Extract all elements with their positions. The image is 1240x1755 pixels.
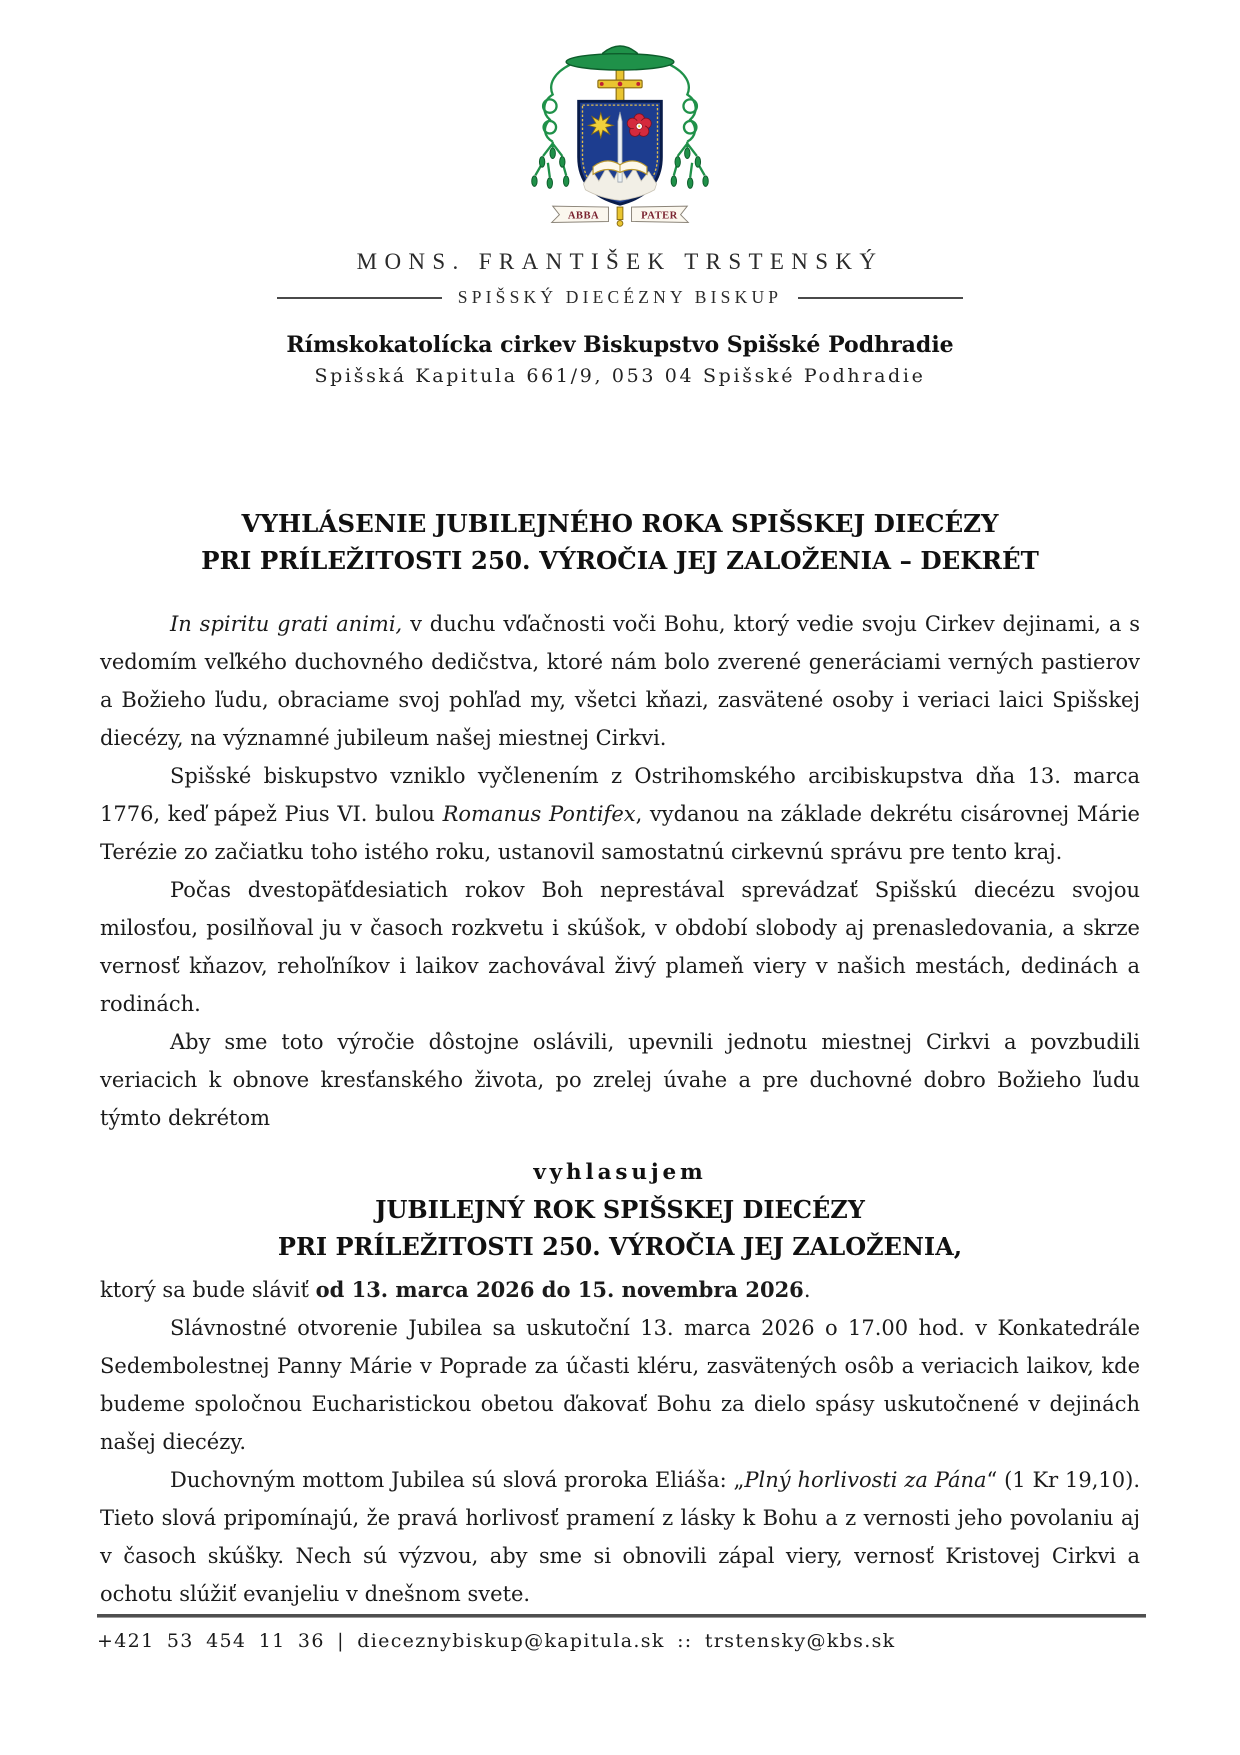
motto-banner: [552, 206, 689, 226]
proclamation-title-line-1: JUBILEJNÝ ROK SPIŠSKEJ DIECÉZY: [375, 1195, 865, 1224]
bishop-name: MONS. FRANTIŠEK TRSTENSKÝ: [356, 249, 884, 274]
star-icon: [588, 113, 613, 138]
letterhead: [0, 0, 1240, 387]
latin-phrase: In spiritu grati animi,: [170, 612, 403, 636]
page-footer: [97, 1614, 1146, 1652]
paragraph-opening: Slávnostné otvorenie Jubilea sa uskutoční 13. marca 2026 o 17.00 hod. v Konkatedrále Sedembolestnej Panny Márie v Poprade za účasti kléru, zasvätených osôb a veriacich laikov, kde budeme spoločnou Eucharistickou obetou ďakovať Bohu za dielo spásy uskutočnené v dejinách našej diecézy.: [100, 1316, 1140, 1454]
jubilee-motto-quote: Plný horlivosti za Pána: [744, 1468, 987, 1492]
body-text: [100, 605, 1140, 1613]
jubilee-dates: od 13. marca 2026 do 15. novembra 2026: [315, 1277, 804, 1302]
proclamation-block: [100, 1155, 1140, 1265]
organization-name: Rímskokatolícka cirkev Biskupstvo Spišské Podhradie: [286, 332, 954, 358]
right-rule: [798, 297, 963, 299]
contact-info: +421 53 454 11 36 | dieceznybiskup@kapitula.sk :: trstensky@kbs.sk: [97, 1630, 896, 1652]
document-title: [100, 505, 1140, 579]
heraldic-shield: [579, 101, 662, 204]
bishop-coat-of-arms-icon: [495, 30, 745, 237]
motto-abba: ABBA: [567, 210, 600, 222]
coat-of-arms-svg: [495, 30, 745, 237]
paragraph-motto: Duchovným mottom Jubilea sú slová proroka Eliáša: „Plný horlivosti za Pána“ (1 Kr 19,10). Tieto slová pripomínajú, že pravá horlivosť pramení z lásky k Bohu a z vernosti jeho povolaniu aj v časoch skúšky. Nech sú výzvou, aby sme si obnovili zápal viery, vernosť Kristovej Cirkvi a ochotu slúžiť evanjeliu v dnešnom svete.: [100, 1468, 1140, 1606]
proclamation-verb: vyhlasujem: [533, 1160, 707, 1185]
document-body: [100, 505, 1140, 1613]
bishop-title-row: [0, 287, 1240, 308]
paragraph-purpose: Aby sme toto výročie dôstojne oslávili, upevnili jednotu miestnej Cirkvi a povzbudili veriacich k obnove kresťanského života, po zrelej úvahe a pre duchovné dobro Božieho ľudu týmto dekrétom: [100, 1030, 1140, 1130]
motto-pater: PATER: [641, 210, 678, 222]
galero-cord-right: [670, 65, 708, 189]
galero-cord-left: [532, 65, 570, 189]
proclamation-title-line-2: PRI PRÍLEŽITOSTI 250. VÝROČIA JEJ ZALOŽENIA,: [277, 1232, 963, 1261]
paragraph-duration: ktorý sa bude sláviť od 13. marca 2026 do 15. novembra 2026.: [100, 1277, 811, 1302]
document-title-line-2: PRI PRÍLEŽITOSTI 250. VÝROČIA JEJ ZALOŽENIA – DEKRÉT: [201, 546, 1039, 575]
galero-hat-icon: [566, 46, 674, 70]
sword-hilt-icon: [617, 207, 623, 220]
papal-bull-name: Romanus Pontifex: [442, 802, 636, 826]
document-title-line-1: VYHLÁSENIE JUBILEJNÉHO ROKA SPIŠSKEJ DIECÉZY: [241, 509, 999, 538]
paragraph-providence: Počas dvestopäťdesiatich rokov Boh neprestával sprevádzať Spišskú diecézu svojou milosťou, posilňoval ju v časoch rozkvetu i skúšok, v období slobody aj prenasledovania, a skrze vernosť kňazov, rehoľníkov i laikov zachovával živý plameň viery v našich mestách, dedinách a rodinách.: [100, 878, 1140, 1016]
paragraph-preamble: In spiritu grati animi, v duchu vďačnosti voči Bohu, ktorý vedie svoju Cirkev dejinami, a s vedomím veľkého duchovného dedičstva, ktoré nám bolo zverené generáciami verných pastierov a Božieho ľudu, obraciame svoj pohľad my, všetci kňazi, zasvätené osoby i veriaci laici Spišskej diecézy, na významné jubileum našej miestnej Cirkvi.: [100, 612, 1140, 750]
footer-divider: [97, 1614, 1146, 1618]
paragraph-history: Spišské biskupstvo vzniklo vyčlenením z Ostrihomského arcibiskupstva dňa 13. marca 1776, keď pápež Pius VI. bulou Romanus Pontifex, vydanou na základe dekrétu cisárovnej Márie Terézie zo začiatku toho istého roku, ustanovil samostatnú cirkevnú správu pre tento kraj.: [100, 764, 1140, 864]
organization-address: Spišská Kapitula 661/9, 053 04 Spišské Podhradie: [314, 365, 926, 387]
left-rule: [277, 297, 442, 299]
bishop-title: SPIŠSKÝ DIECÉZNY BISKUP: [457, 287, 783, 307]
